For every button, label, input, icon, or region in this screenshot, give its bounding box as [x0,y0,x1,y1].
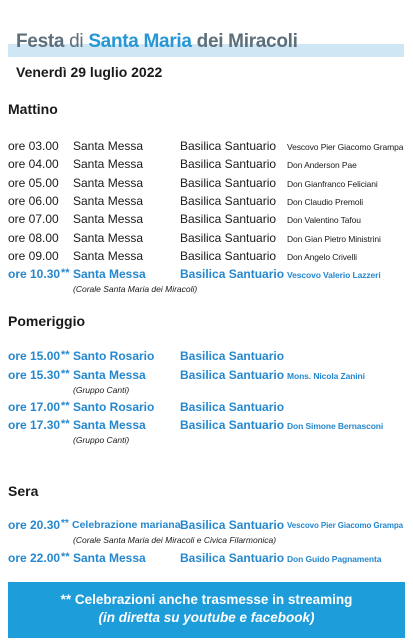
row-event: Celebrazione mariana [72,519,181,531]
row-location: Basilica Santuario [180,400,285,414]
row-time: ore 20.30 [8,518,61,532]
row-location: Basilica Santuario [180,139,277,153]
row-location: Basilica Santuario [180,212,277,226]
row-time: ore 17.30 [8,418,61,432]
choir-note: (Gruppo Canti) [73,385,130,395]
section-heading-mattino: Mattino [8,101,58,117]
schedule-row [0,139,413,157]
row-event: Santa Messa [73,194,144,208]
row-event: Santa Messa [73,231,144,245]
row-location: Basilica Santuario [180,368,285,382]
choir-note: (Corale Santa Maria dei Miracoli e Civica Filarmonica) [73,535,277,545]
row-time: ore 05.00 [8,176,59,190]
streaming-banner [8,582,405,638]
row-officiant: Don Guido Pagnamenta [287,554,382,564]
schedule-row [0,212,413,230]
section-heading-pomeriggio: Pomeriggio [8,313,86,329]
row-officiant: Vescovo Valerio Lazzeri [287,270,381,280]
row-time: ore 15.00 [8,349,61,363]
page-title [16,31,298,53]
streaming-marker: ** [61,418,70,430]
title-word-di: di [69,31,84,52]
row-location: Basilica Santuario [180,157,277,171]
section-heading-sera: Sera [8,483,39,499]
row-event: Santo Rosario [73,400,155,414]
choir-note: (Gruppo Canti) [73,435,130,445]
row-time: ore 07.00 [8,212,59,226]
schedule-row-streamed [0,518,413,536]
row-event: Santa Messa [73,418,146,432]
row-officiant: Don Valentino Tafou [287,215,361,225]
row-time: ore 03.00 [8,139,59,153]
row-officiant: Vescovo Pier Giacomo Grampa [287,521,404,530]
schedule-row [0,194,413,212]
row-officiant: Don Gianfranco Feliciani [287,179,378,189]
streaming-platforms: (in diretta su youtube e facebook) [98,610,315,625]
streaming-marker: ** [61,349,70,361]
row-event: Santa Messa [73,551,146,565]
streaming-marker: ** [61,551,70,563]
row-time: ore 06.00 [8,194,59,208]
row-location: Basilica Santuario [180,231,277,245]
schedule-row-streamed [0,551,413,569]
row-officiant: Don Anderson Pae [287,160,357,170]
row-event: Santa Messa [73,368,146,382]
schedule-row-streamed [0,349,413,367]
row-event: Santo Rosario [73,349,155,363]
row-event: Santa Messa [73,267,146,281]
schedule-row [0,176,413,194]
row-location: Basilica Santuario [180,267,285,281]
streaming-notice: ** Celebrazioni anche trasmesse in streaming [60,592,353,607]
schedule-row-streamed [0,400,413,418]
row-time: ore 17.00 [8,400,61,414]
event-date: Venerdì 29 luglio 2022 [16,64,163,80]
row-event: Santa Messa [73,212,144,226]
row-location: Basilica Santuario [180,551,285,565]
schedule-row [0,249,413,267]
schedule-row [0,231,413,249]
streaming-marker: ** [61,368,70,380]
schedule-row-streamed [0,267,413,285]
schedule-row-streamed [0,418,413,436]
row-time: ore 08.00 [8,231,59,245]
streaming-marker: ** [61,518,69,529]
row-event: Santa Messa [73,139,144,153]
streaming-marker: ** [61,400,70,412]
row-location: Basilica Santuario [180,194,277,208]
row-event: Santa Messa [73,249,144,263]
row-event: Santa Messa [73,176,144,190]
row-time: ore 10.30 [8,267,61,281]
row-officiant: Vescovo Pier Giacomo Grampa [287,142,404,152]
row-officiant: Don Angelo Crivelli [287,252,357,262]
streaming-marker: ** [61,267,70,279]
row-location: Basilica Santuario [180,249,277,263]
row-officiant: Don Claudio Premoli [287,197,364,207]
row-officiant: Don Gian Pietro Ministrini [287,234,381,244]
choir-note: (Corale Santa Maria dei Miracoli) [73,284,198,294]
row-location: Basilica Santuario [180,418,285,432]
title-word-santa-maria: Santa Maria [88,31,192,52]
title-word-miracoli: dei Miracoli [196,31,298,52]
row-event: Santa Messa [73,157,144,171]
row-officiant: Don Simone Bernasconi [287,421,384,431]
row-location: Basilica Santuario [180,349,285,363]
row-time: ore 22.00 [8,551,61,565]
row-time: ore 04.00 [8,157,59,171]
title-word-festa: Festa [16,31,65,52]
row-time: ore 15.30 [8,368,61,382]
row-time: ore 09.00 [8,249,59,263]
row-location: Basilica Santuario [180,176,277,190]
row-officiant: Mons. Nicola Zanini [287,371,365,381]
row-location: Basilica Santuario [180,518,285,532]
schedule-row [0,157,413,175]
schedule-row-streamed [0,368,413,386]
